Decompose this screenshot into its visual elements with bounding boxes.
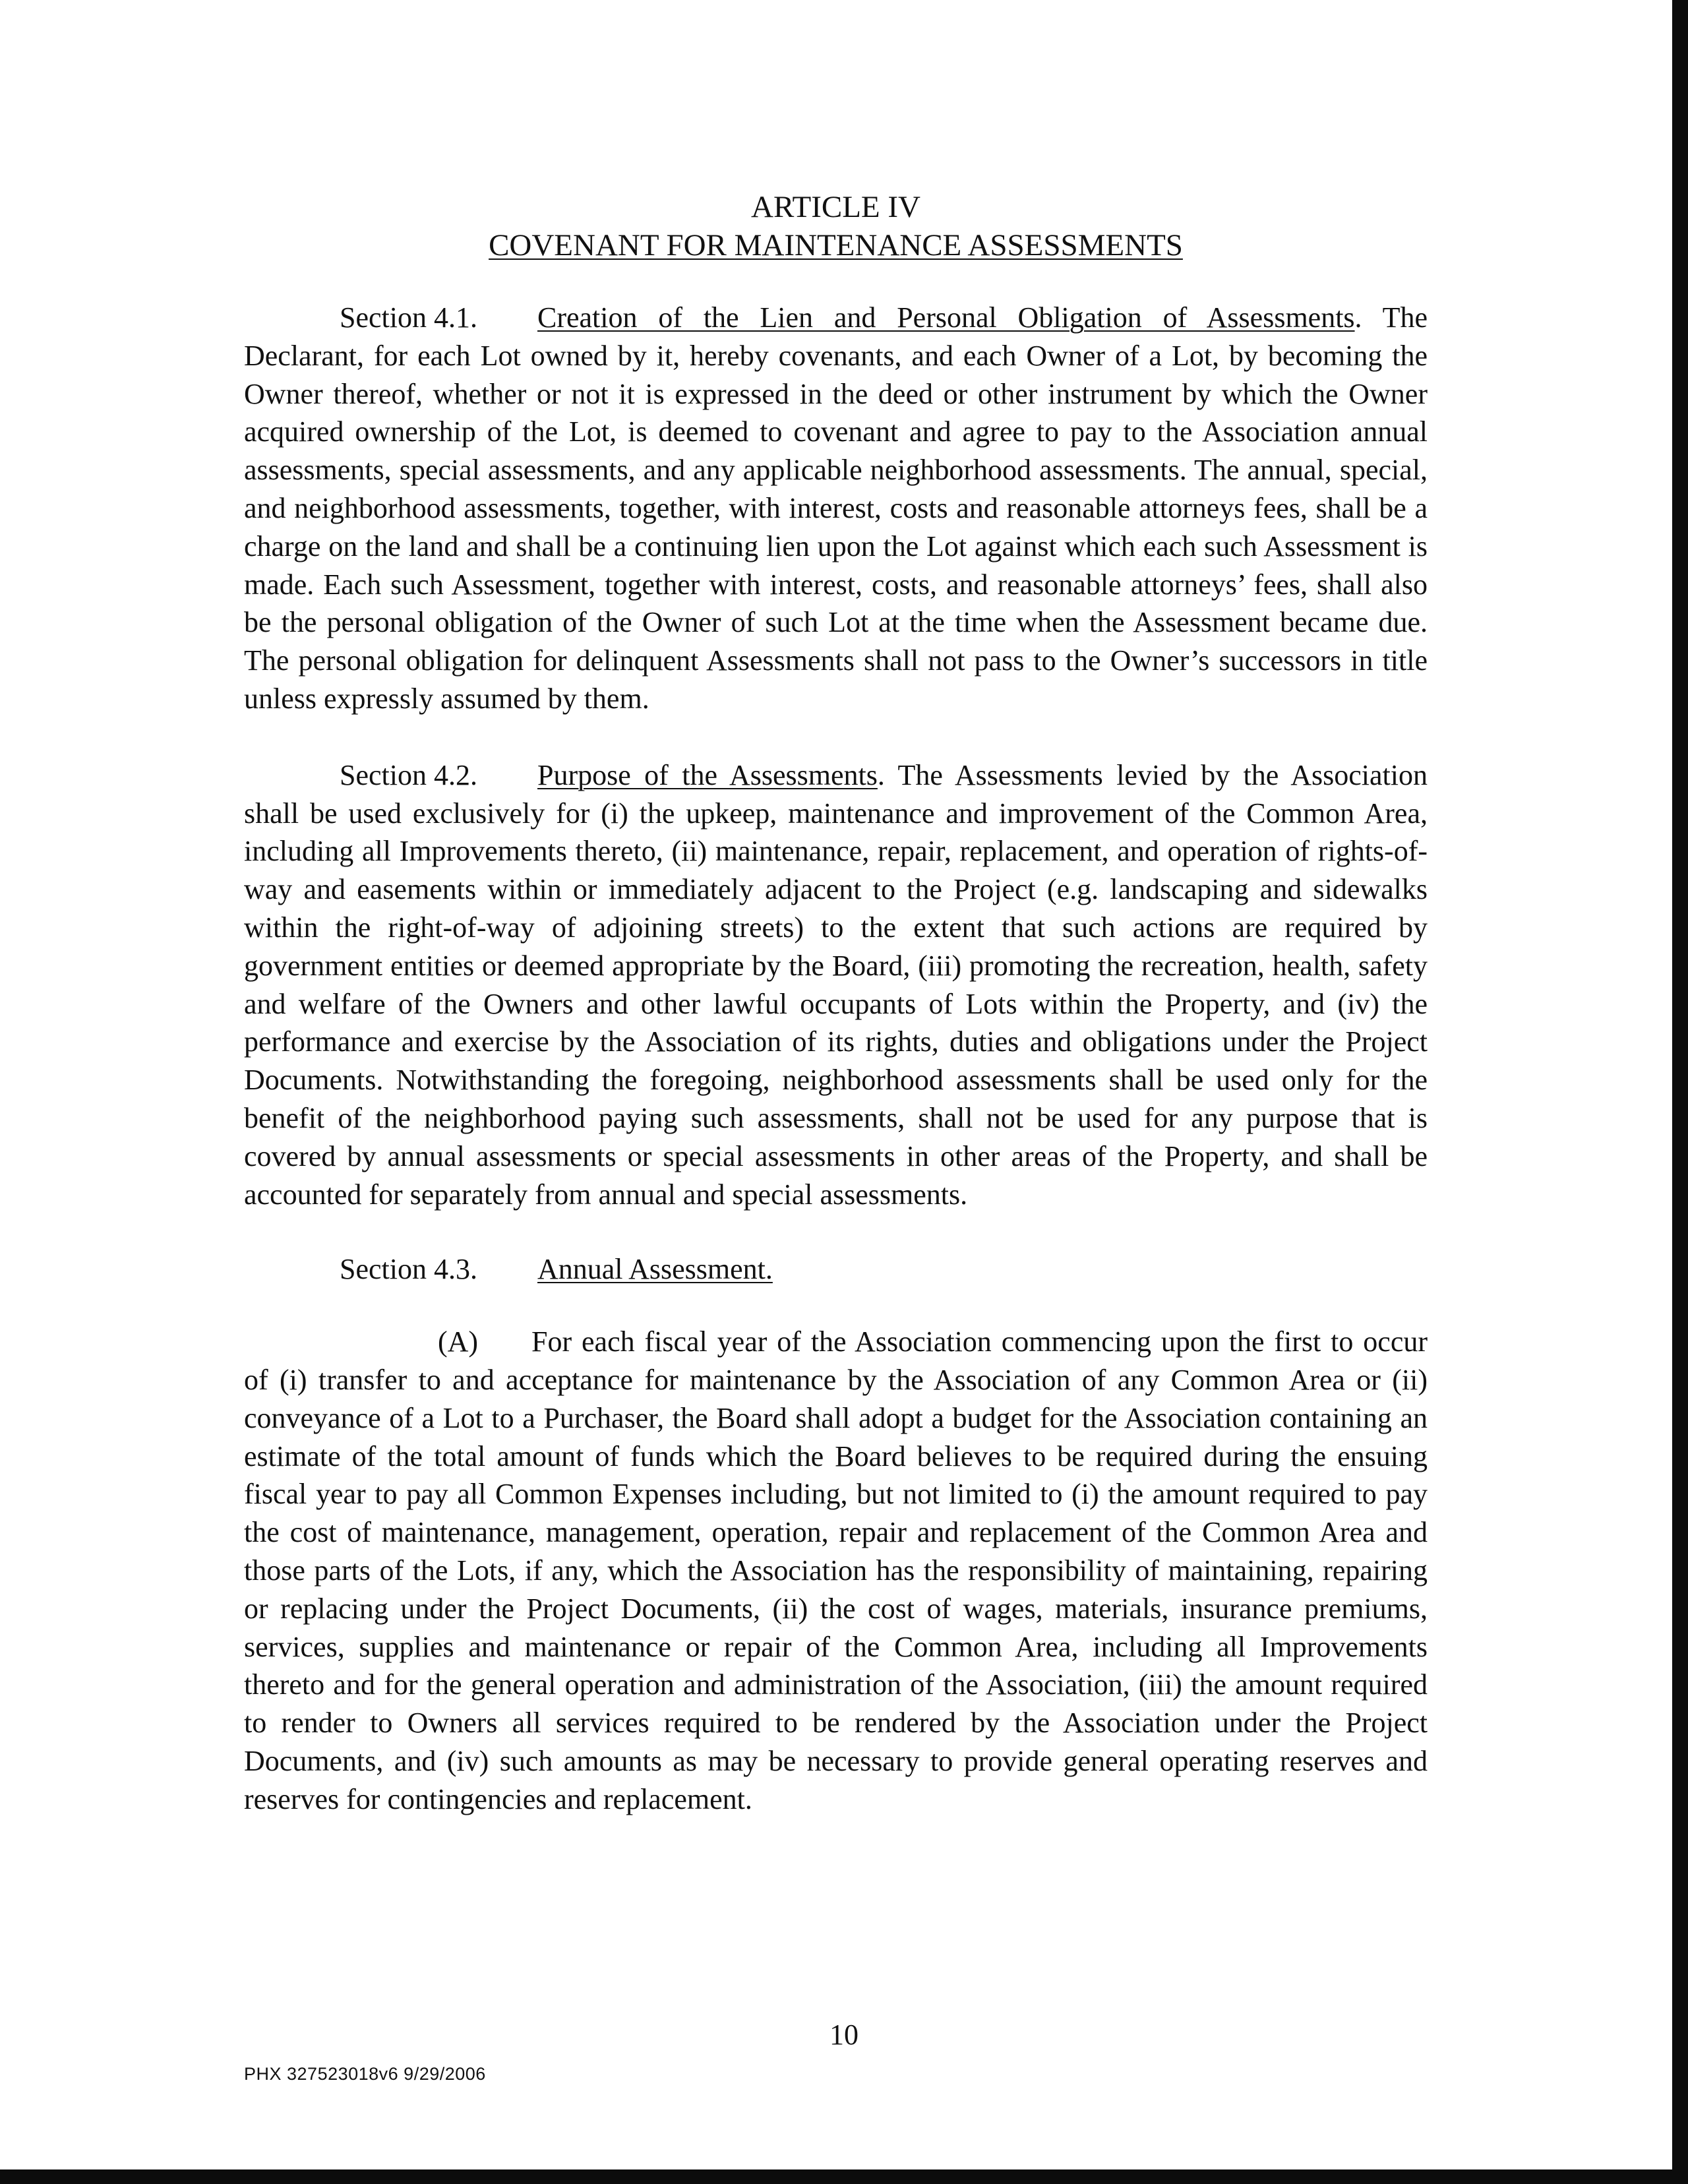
section-4-2-number: Section 4.2.: [340, 758, 477, 791]
section-4-1-title: Creation of the Lien and Personal Obligation of Assessments: [537, 301, 1355, 334]
page-content: [244, 188, 1428, 1818]
section-4-2-title: Purpose of the Assessments: [537, 758, 878, 791]
section-4-3-title: Annual Assessment.: [537, 1253, 773, 1286]
subsection-a: [244, 1323, 1428, 1818]
subsection-a-body: For each fiscal year of the Association commencing upon the first to occur of (i) transfer to and acceptance for maintenance by the Association of any Common Area or (ii) conveyance of a Lot to a Purchaser, the Board shall adopt a budget for the Association containing an estimate of the total amount of funds which the Board believes to be required during the ensuing fiscal year to pay all Common Expenses including, but not limited to (i) the amount required to pay the cost of maintenance, management, operation, repair and replacement of the Common Area and those parts of the Lots, if any, which the Association has the responsibility of maintaining, repairing or replacing under the Project Documents, (ii) the cost of wages, materials, insurance premiums, services, supplies and maintenance or repair of the Common Area, including all Improvements thereto and for the general operation and administration of the Association, (iii) the amount required to render to Owners all services required to be rendered by the Association under the Project Documents, and (iv) such amounts as may be necessary to provide general operating reserves and reserves for contingencies and replacement.: [244, 1325, 1428, 1815]
subsection-a-label: (A): [438, 1325, 479, 1358]
section-4-1: [244, 299, 1428, 718]
scan-edge-bottom: [0, 2169, 1688, 2184]
section-4-2-body: . The Assessments levied by the Association shall be used exclusively for (i) the upkeep, maintenance and improvement of the Common Area, including all Improvements thereto, (ii) maintenance, repair, replacement, and operation of rights-of-way and easements within or immediately adjacent to the Project (e.g. landscaping and sidewalks within the right-of-way of adjoining streets) to the extent that such actions are required by government entities or deemed appropriate by the Board, (iii) promoting the recreation, health, safety and welfare of the Owners and other lawful occupants of Lots within the Property, and (iv) the performance and exercise by the Association of its rights, duties and obligations under the Project Documents. Notwithstanding the foregoing, neighborhood assessments shall be used only for the benefit of the neighborhood paying such assessments, shall not be used for any purpose that is covered by annual assessments or special assessments in other areas of the Property, and shall be accounted for separately from annual and special assessments.: [244, 758, 1428, 1211]
section-4-1-body: . The Declarant, for each Lot owned by it, hereby covenants, and each Owner of a Lot, by becoming the Owner thereof, whether or not it is expressed in the deed or other instrument by which the Owner acquired ownership of the Lot, is deemed to covenant and agree to pay to the Association annual assessments, special assessments, and any applicable neighborhood assessments. The annual, special, and neighborhood assessments, together, with interest, costs and reasonable attorneys fees, shall be a charge on the land and shall be a continuing lien upon the Lot against which each such Assessment is made. Each such Assessment, together with interest, costs, and reasonable attorneys’ fees, shall also be the personal obligation of the Owner of such Lot at the time when the Assessment became due. The personal obligation for delinquent Assessments shall not pass to the Owner’s successors in title unless expressly assumed by them.: [244, 301, 1428, 715]
section-4-3: [244, 1250, 1428, 1289]
section-4-2: [244, 756, 1428, 1214]
section-4-1-number: Section 4.1.: [340, 301, 477, 334]
article-number: ARTICLE IV: [751, 190, 920, 224]
scan-edge-right: [1672, 0, 1688, 2184]
article-title: [244, 226, 1428, 264]
page-number: 10: [829, 2018, 859, 2051]
article-title-text: COVENANT FOR MAINTENANCE ASSESSMENTS: [489, 228, 1183, 262]
document-id: PHX 327523018v6 9/29/2006: [244, 2064, 486, 2084]
section-4-3-number: Section 4.3.: [340, 1253, 477, 1286]
